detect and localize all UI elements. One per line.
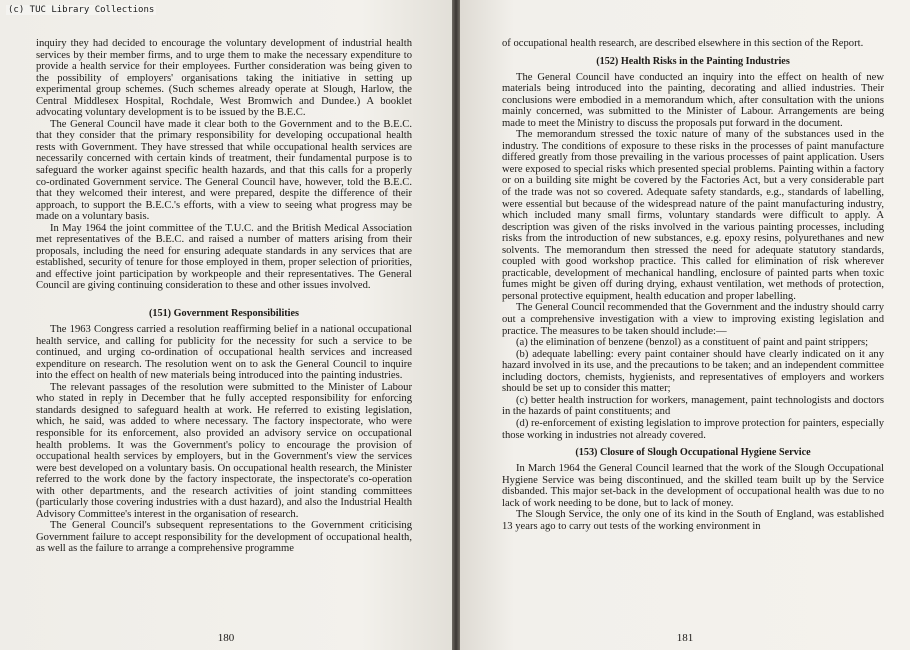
right-paragraph-3: The General Council recommended that the Government and the industry should carry out a comprehensive investigation with a view to improving existing legislation and practice. The measures to be taken should include:— (502, 302, 884, 337)
left-paragraph-2: The General Council have made it clear both to the Government and to the B.E.C. that they consider that the primary responsibility for developing occupational health rests with Government. They have stressed that while occupational health services are necessarily concerned with certain kinds of treatment, their fundamental purpose is to safeguard the worker against specific health hazards, and that this calls for a properly co-ordinated Government service. The General Council have, however, told the B.E.C. that they welcomed their interest, and were prepared, despite the difference of their approach, to support the B.E.C.'s efforts, with a view to seeing what progress may be made on a voluntary basis. (36, 118, 412, 223)
page-number-right-text: 181 (676, 632, 694, 644)
list-item-a: (a) the elimination of benzene (benzol) as a constituent of paint and paint strippers; (516, 337, 869, 349)
book-gutter (452, 0, 460, 650)
section-heading-152: (152) Health Risks in the Painting Industries (596, 55, 790, 67)
list-item-c: (c) better health instruction for workers, management, paint technologists and doctors in the hazards of paint constituents; and (502, 394, 884, 418)
section-heading-151: (151) Government Responsibilities (149, 308, 299, 320)
list-item-b: (b) adequate labelling: every paint container should have clearly indicated on it any hazard involved in its use, and the precautions to be taken; and an independent committee including doctors, chemists, hygienists, and representatives of employers and workers should be set up to consider this matter; (502, 348, 884, 395)
list-item-d: (d) re-enforcement of existing legislation to improve protection for painters, especially those working in industries not already covered. (502, 417, 884, 441)
left-paragraph-3: In May 1964 the joint committee of the T.U.C. and the British Medical Association met representatives of the B.E.C. and raised a number of matters arising from their proposals, including the need for ensuring adequate standards in any services that are established, security of tenure for those employed in them, proper selection of priorities, and effective joint participation by workpeople and their representatives. The General Council are giving continuing consideration to these and other issues involved. (36, 222, 412, 292)
right-paragraph-4: In March 1964 the General Council learned that the work of the Slough Occupational Hygiene Service was being discontinued, and the skilled team built up by the Service disbanded. This major set-back in the development of occupational health was due to no lack of work needing to be done, but to lack of money. (502, 463, 884, 509)
left-paragraph-1: inquiry they had decided to encourage the voluntary development of industrial health services by their member firms, and to urge them to make the necessary expenditure to provide a health service for their employees. Further consideration was being given to the possibility of employers' organisations taking the initiative in setting up experimental group schemes. (Such schemes already operate at Slough, Harlow, the Central Middlesex Hospital, Rochdale, West Bromwich and Dundee.) A booklet advocating voluntary development is to be issued by the B.E.C. (36, 38, 412, 119)
page-number-left-text: 180 (217, 632, 235, 644)
right-page (460, 0, 910, 650)
page-number-left (0, 632, 452, 644)
right-paragraph-2: The memorandum stressed the toxic nature of many of the substances used in the industry. The conditions of exposure to these risks in the processes of paint manufacture differed greatly from those prevailing in the various processes of paint application. Users were exposed to special risks which presented special problems. Painting within a factory or on a building site might be covered by the Factories Act, but a very considerable part of the trade was not so covered. Adequate safety standards, e.g., standards of labelling, were essential but because of the widespread nature of the paint manufacturing industry, which included many small firms, voluntary standards were difficult to apply. A description was given of the risks involved in the various painting processes, including risks from the introduction of new substances, e.g. epoxy resins, polyurethanes and new solvents. The memorandum then stressed the need for adequate statutory standards, coupled with good workshop practice. This called for elimination of risk wherever practicable, development of mechanical handling, enclosure of painted parts when toxic fumes might be given off during drying, exhaust ventilation, wet methods of protection, personal protective equipment, health education and proper labelling. (502, 129, 884, 302)
left-page (0, 0, 452, 650)
left-paragraph-4: The 1963 Congress carried a resolution reaffirming belief in a national occupational health service, and calling for publicity for the necessity for such a service to be continued, and urging co-ordination of occupational health services and increased expenditure on research. The resolution went on to ask the General Council to inquire into the effect on health of new materials being introduced into the painting industries. (36, 324, 412, 382)
page-number-right (460, 632, 910, 644)
left-paragraph-5: The relevant passages of the resolution were submitted to the Minister of Labour who stated in reply in December that he fully accepted responsibility for enforcing standards designed to safeguard health at work. He referred to existing legislation, which, he said, was added to where necessary. The factory inspectorate, who were responsible for its enforcement, also provided an advisory service on occupational health problems. It was the Government's policy to encourage the provision of occupational health services by employers, but in the Government's view the services were best developed on a voluntary basis. On occupational health research, the Minister referred to the work done by the factory inspectorate, the inspectorate's co-operation with other departments, and the research activities of joint standing committees (particularly those covering industries with a dust hazard), and also the Industrial Health Advisory Committee's interest in the organisation of research. (36, 381, 412, 520)
right-paragraph-1: The General Council have conducted an inquiry into the effect on health of new materials being introduced into the painting, decorating and allied industries. Their conclusions were embodied in a memorandum which, after consultation with the unions mainly concerned, was submitted to the Minister of Labour. Arrangements are being made to meet the Ministry to discuss the proposals put forward in the document. (502, 71, 884, 129)
right-intro: of occupational health research, are described elsewhere in this section of the Report. (502, 38, 864, 49)
left-paragraph-6: The General Council's subsequent representations to the Government criticising Government failure to accept responsibility for the development of occupational health, as well as the failure to arrange a comprehensive programme (36, 520, 412, 555)
section-heading-153: (153) Closure of Slough Occupational Hygiene Service (575, 447, 811, 459)
watermark: (c) TUC Library Collections (8, 5, 155, 15)
right-paragraph-5: The Slough Service, the only one of its kind in the South of England, was established 13 years ago to carry out tests of the working environment in (502, 509, 884, 532)
